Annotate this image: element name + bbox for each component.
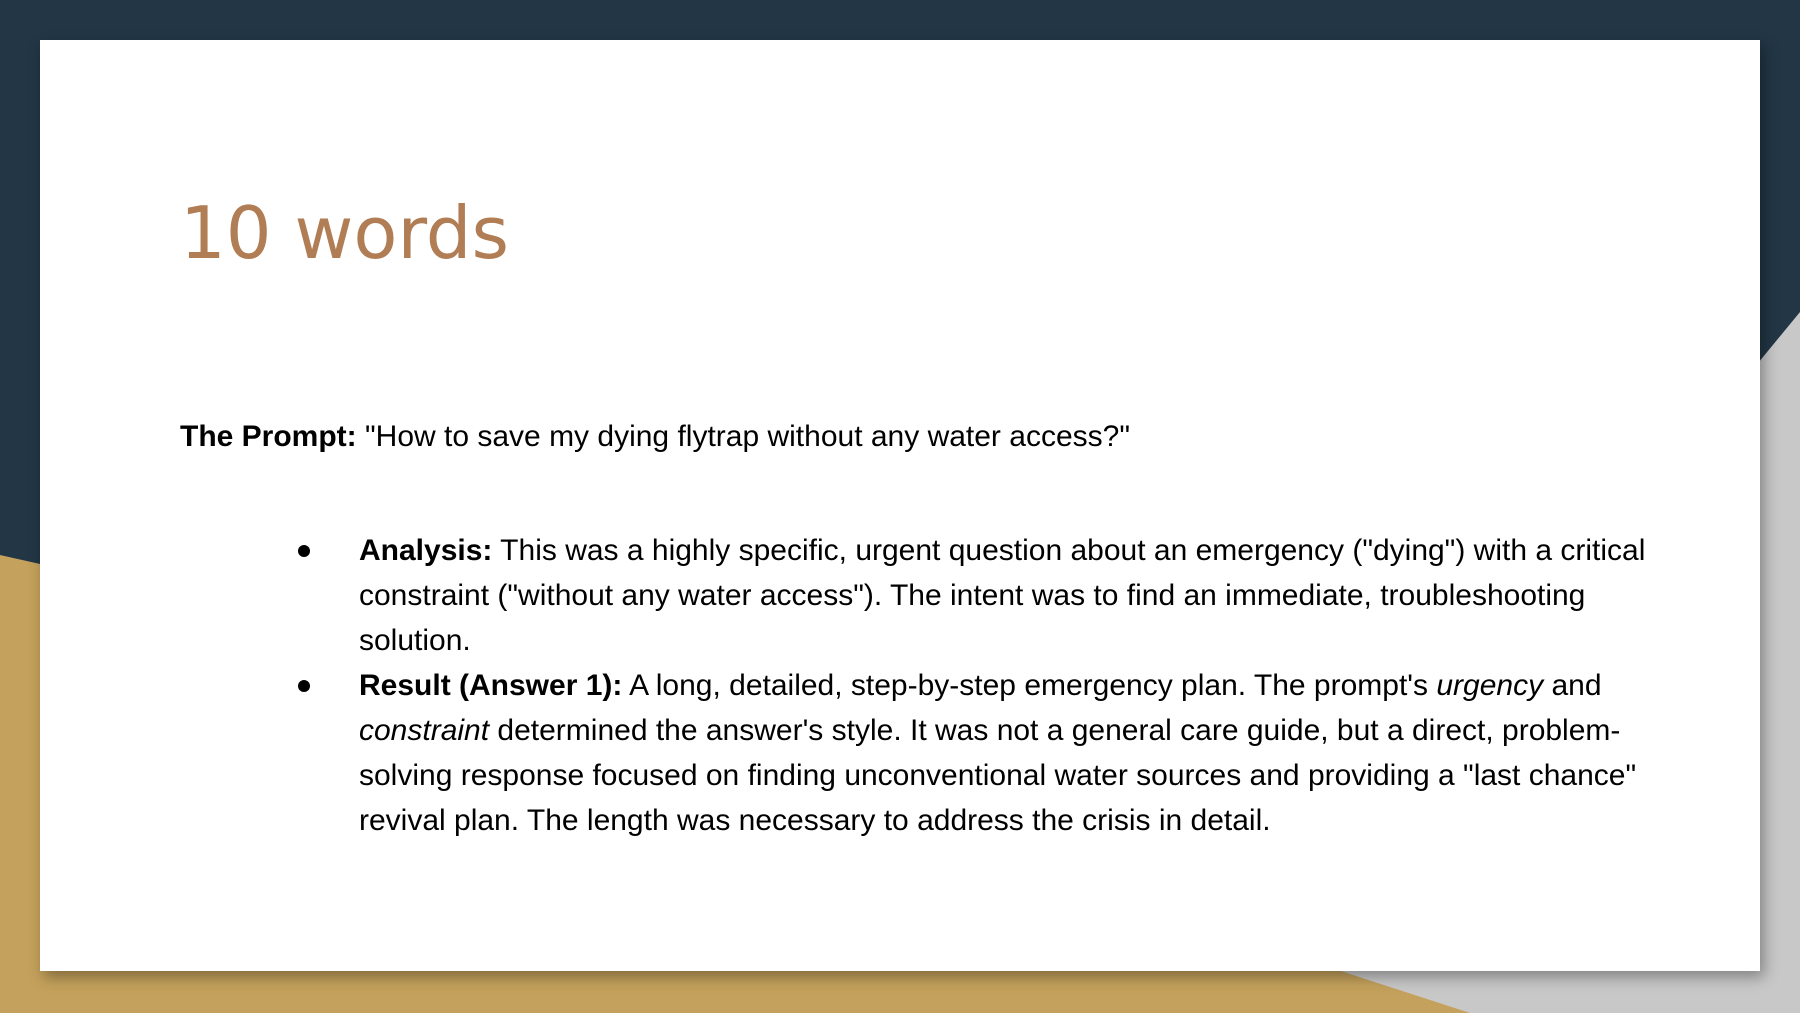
bullet-item-analysis <box>359 528 1659 663</box>
bullet-dot-icon <box>298 680 310 692</box>
prompt-paragraph <box>180 414 1640 459</box>
bullet-em-urgency: urgency <box>1436 669 1544 702</box>
bullet-label-analysis: Analysis: <box>359 534 493 567</box>
bullet-label-result: Result (Answer 1): <box>359 669 623 702</box>
bullet-dot-icon <box>298 545 310 557</box>
bullet-em-constraint: constraint <box>359 714 490 747</box>
slide-title: 10 words <box>180 191 509 275</box>
bullet-list <box>359 528 1659 843</box>
prompt-text: "How to save my dying flytrap without any water access?" <box>356 420 1130 453</box>
bullet-text-result-3: determined the answer's style. It was not a general care guide, but a direct, problem-solving response focused on finding unconventional water sources and providing a "last chance" revival plan. The length was necessary to address the crisis in detail. <box>359 714 1637 837</box>
prompt-label: The Prompt: <box>180 420 357 453</box>
bullet-text-analysis: This was a highly specific, urgent question about an emergency ("dying") with a critical constraint ("without any water access"). The intent was to find an immediate, troubleshooting solution. <box>359 534 1646 657</box>
bullet-item-result <box>359 663 1659 843</box>
slide-card <box>40 40 1760 971</box>
bullet-text-result-2: and <box>1543 669 1602 702</box>
bullet-text-result-1: A long, detailed, step-by-step emergency plan. The prompt's <box>622 669 1437 702</box>
